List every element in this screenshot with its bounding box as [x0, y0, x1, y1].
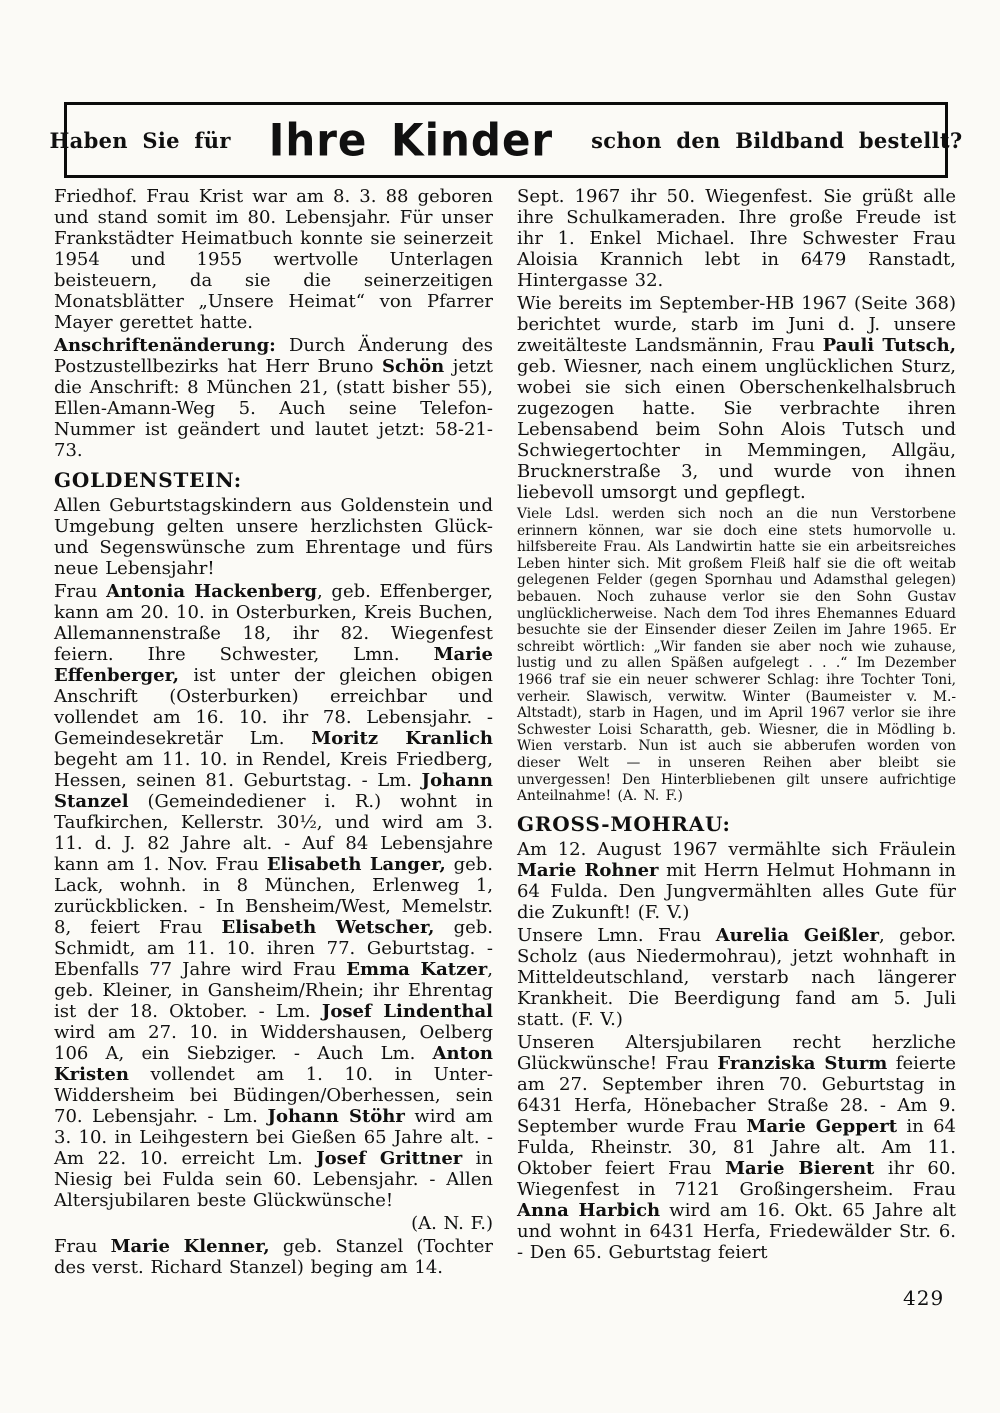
banner-suffix: schon den Bildband bestellt?	[591, 127, 963, 153]
text-run: , gebor. Scholz (aus Niedermohrau), jetzt wohnhaft in Mitteldeutschland, verstarb nach längerer Krankheit. Die Beerdigung fand am 5. Juli statt. (F. V.)	[517, 924, 956, 1030]
text-run: geb. Stanzel (Tochter des verst. Richard Stanzel) beging am 14.	[54, 1236, 494, 1278]
right-column	[517, 186, 956, 1280]
text-run: wird am 27. 10. in Widdershausen, Oelberg 106 A, ein Siebziger. - Auch Lm.	[54, 1022, 493, 1064]
text-run: Frau	[54, 1236, 111, 1257]
emphasized-name: Anna Harbich	[517, 1199, 661, 1221]
two-column-layout	[54, 186, 956, 1280]
text-run: Frau	[54, 581, 107, 602]
emphasized-name: Marie Effenberger,	[54, 644, 493, 686]
text-run: , geb. Effenberger, kann am 20. 10. in Osterburken, Kreis Buchen, Allemannenstraße 18, ihr 82. Wiegenfest feiern. Ihre Schwester, Lmn.	[54, 581, 493, 665]
text-run: in Niesig bei Fulda sein 60. Lebensjahr. - Allen Altersjubilaren beste Glückwünsche!	[54, 1148, 493, 1211]
text-run: begeht am 11. 10. in Rendel, Kreis Friedberg, Hessen, seinen 81. Geburtstag. - Lm.	[54, 749, 493, 791]
text-run: Am 12. August 1967 vermählte sich Fräulein	[517, 838, 956, 860]
paragraph	[517, 1032, 956, 1263]
text-run: geb. Lack, wohnh. in 8 München, Erlenweg 1, zurückblicken. - In Bensheim/West, Memelstr. 8, feiert Frau	[54, 854, 494, 938]
text-run: mit Herrn Helmut Hohmann in 64 Fulda. Den Jungvermählten alles Gute für die Zukunft! (F. V.)	[517, 859, 957, 923]
text-run: vollendet am 1. 10. in Unter-Widdersheim bei Büdingen/Oberhessen, sein 70. Lebensjahr. - Lm.	[54, 1064, 493, 1127]
emphasized-name: Johann Stanzel	[54, 770, 493, 812]
text-run: (Gemeindediener i. R.) wohnt in Taufkirchen, Kellerstr. 30½, und wird am 3. 11. d. J. 82 Jahre alt. - Auf 84 Lebensjahre kann am 1. Nov. Frau	[54, 791, 493, 875]
text-run: geb. Schmidt, am 11. 10. ihren 77. Geburtstag. - Ebenfalls 77 Jahre wird Frau	[54, 917, 493, 980]
text-run: Sept. 1967 ihr 50. Wiegenfest. Sie grüßt alle ihre Schulkameraden. Ihre große Freude ist ihr 1. Enkel Michael. Ihre Schwester Frau Aloisia Krannich lebt in 6479 Ranstadt, Hintergasse 32.	[517, 186, 956, 291]
emphasized-name: Elisabeth Wetscher,	[221, 917, 435, 938]
emphasized-name: Marie Bierent	[725, 1157, 875, 1179]
text-run: feierte am 27. September ihren 70. Geburtstag in 6431 Herfa, Hönebacher Straße 28. - Am 9. September wurde Frau	[517, 1052, 956, 1137]
left-column	[54, 186, 493, 1280]
text-run: Friedhof. Frau Krist war am 8. 3. 88 geboren und stand somit im 80. Lebensjahr. Für unser Frankstädter Heimatbuch konnte sie seinerzeit 1954 und 1955 wertvolle Unterlagen beisteuern, da sie die seinerzeitigen Monatsblätter „Unsere Heimat“ von Pfarrer Mayer gerettet hatte.	[54, 186, 493, 333]
text-run: ist unter der gleichen obigen Anschrift (Osterburken) erreichbar und vollendet am 16. 10. ihr 78. Lebensjahr. - Gemeindesekretär Lm.	[54, 665, 493, 749]
text-run: ihr 60. Wiegenfest in 7121 Großingersheim. Frau	[517, 1157, 956, 1200]
emphasized-name: Franziska Sturm	[717, 1052, 888, 1074]
text-run: jetzt die Anschrift: 8 München 21, (statt bisher 55), Ellen-Amann-Weg 5. Auch seine Telefon-Nummer ist geändert und lautet jetzt: 58-21-73.	[54, 356, 493, 461]
text-run: Unseren Altersjubilaren recht herzliche Glückwünsche! Frau	[517, 1031, 956, 1074]
banner-box	[49, 102, 963, 178]
text-run: in 64 Fulda, Rheinstr. 30, 81 Jahre alt. Am 11. Oktober feiert Frau	[517, 1115, 956, 1179]
paragraph	[54, 1236, 493, 1278]
banner-prefix: Haben Sie für	[49, 127, 231, 153]
paragraph	[517, 925, 956, 1030]
emphasized-name: Anschriftenänderung:	[54, 335, 276, 356]
paragraph	[517, 839, 956, 923]
emphasized-name: Marie Geppert	[746, 1115, 898, 1137]
text-run: , geb. Kleiner, in Gansheim/Rhein; ihr Ehrentag ist der 18. Oktober. - Lm.	[54, 959, 493, 1022]
emphasized-name: Elisabeth Langer,	[266, 854, 446, 875]
emphasized-name: Schön	[382, 356, 445, 377]
paragraph	[54, 335, 493, 461]
paragraph	[54, 581, 493, 1211]
emphasized-name: Emma Katzer	[346, 959, 488, 980]
banner-title: Ihre Kinder	[268, 114, 554, 166]
page-number: 429	[903, 1286, 945, 1310]
emphasized-name: Marie Rohner	[517, 859, 659, 881]
emphasized-name: Antonia Hackenberg	[106, 581, 318, 602]
emphasized-name: Moritz Kranlich	[311, 728, 494, 749]
emphasized-name: Josef Lindenthal	[321, 1001, 493, 1022]
text-run: wird am 16. Okt. 65 Jahre alt und wohnt in 6431 Herfa, Friedewälder Str. 6. - Den 65. Geburtstag feiert	[517, 1199, 956, 1263]
paragraph	[517, 293, 956, 503]
text-run: Durch Änderung des Postzustellbezirks hat Herr Bruno	[54, 335, 493, 377]
emphasized-name: Anton Kristen	[54, 1043, 493, 1085]
paragraph	[517, 186, 956, 291]
text-run: Allen Geburtstagskindern aus Goldenstein und Umgebung gelten unsere herzlichsten Glück- und Segenswünsche zum Ehrentage und fürs neue Lebensjahr!	[54, 495, 493, 579]
emphasized-name: Pauli Tutsch,	[822, 335, 956, 356]
paragraph	[54, 495, 493, 579]
text-run: (A. N. F.)	[411, 1213, 493, 1234]
section-heading: GOLDENSTEIN:	[54, 468, 242, 492]
emphasized-name: Josef Grittner	[316, 1148, 463, 1169]
emphasized-name: Marie Klenner,	[110, 1236, 270, 1257]
text-run: Wie bereits im September-HB 1967 (Seite 368) berichtet wurde, starb im Juni d. J. unsere zweitälteste Landsmännin, Frau	[517, 293, 956, 356]
text-run: Viele Ldsl. werden sich noch an die nun Verstorbene erinnern können, war sie doch eine stets humorvolle u. hilfsbereite Frau. Als Landwirtin hatte sie ein arbeitsreiches Leben hinter sich. Mit großem Fleiß half sie die oft weitab gelegenen Felder (gegen Spornhau und Adamsthal gelegen) bebauen. Noch zuhause verlor sie den Sohn Gustav unglücklicherweise. Nach dem Tod ihres Ehemannes Eduard besuchte sie der Einsender dieser Zeilen im Jahre 1965. Er schreibt wörtlich: „Wir fanden sie aber noch wie zuhause, lustig und zu allen Späßen aufgelegt . . .“ Im Dezember 1966 traf sie ein neuer schwerer Schlag: ihre Tochter Toni, verheir. Slawisch, verwitw. Winter (Baumeister v. M.-Altstadt), starb in Hagen, und im April 1967 verlor sie ihre Schwester Loisi Scharatth, geb. Wiesner, die in Mödling b. Wien verstarb. Nun ist auch sie abberufen worden von dieser Welt — in unseren Reihen aber bleibt sie unvergessen! Den Hinterbliebenen gilt unsere aufrichtige Anteilnahme! (A. N. F.)	[517, 506, 956, 805]
paragraph	[54, 186, 493, 333]
emphasized-name: Aurelia Geißler	[715, 924, 880, 946]
signature	[54, 1213, 493, 1234]
text-run: wird am 3. 10. in Leihgestern bei Gießen 65 Jahre alt. - Am 22. 10. erreicht Lm.	[54, 1106, 494, 1169]
text-run: geb. Wiesner, nach einem unglücklichen Sturz, wobei sie sich einen Oberschenkelhalsbruch zugezogen hatte. Sie verbrachte ihren Lebensabend beim Sohn Alois Tutsch und Schwiegertochter in Memmingen, Allgäu, Brucknerstraße 3, und wurde von ihnen liebevoll umsorgt und gepflegt.	[517, 356, 956, 503]
emphasized-name: Johann Stöhr	[267, 1106, 405, 1127]
text-run: Unsere Lmn. Frau	[517, 924, 716, 946]
section-heading: GROSS-MOHRAU:	[517, 811, 731, 836]
paragraph	[517, 506, 956, 805]
